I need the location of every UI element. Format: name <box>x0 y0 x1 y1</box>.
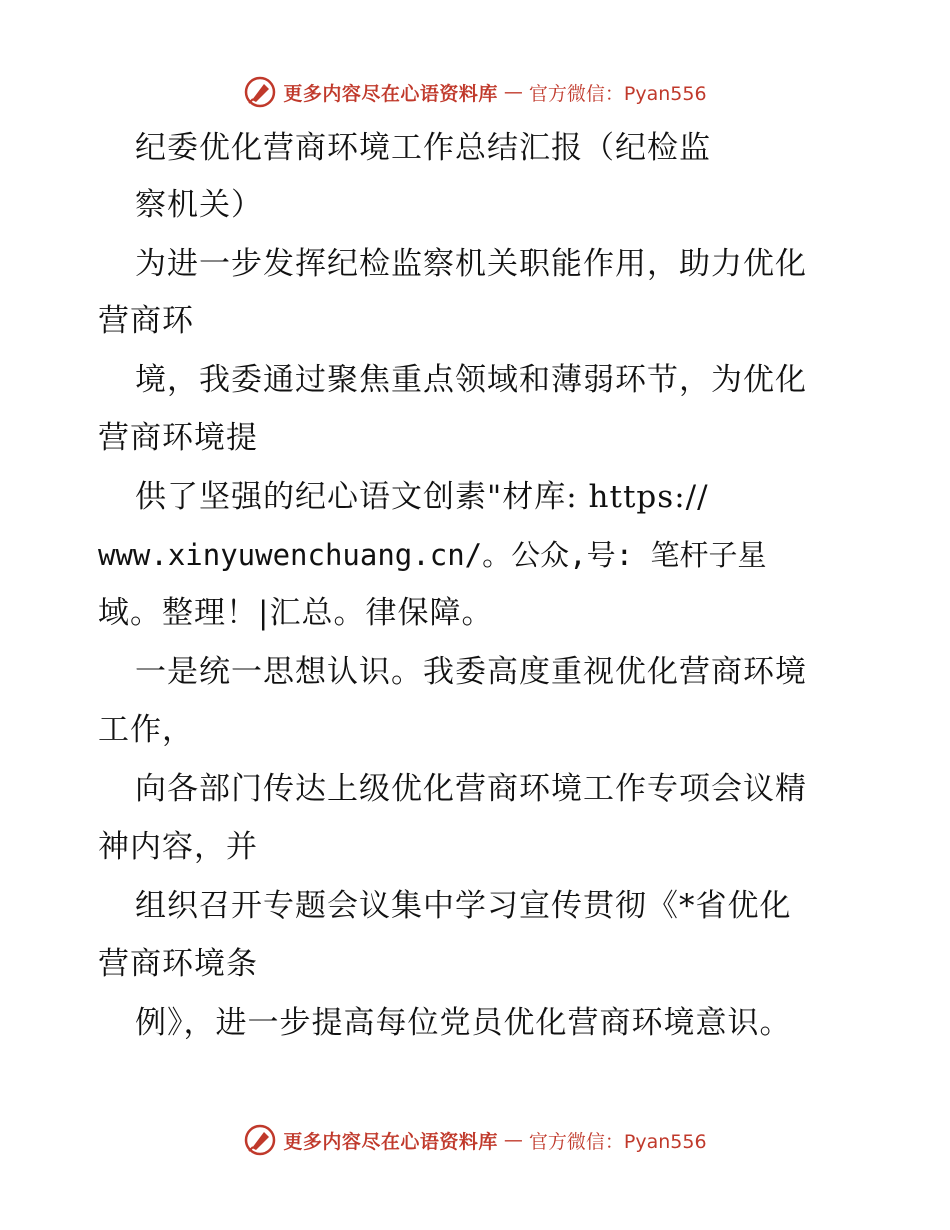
doc-paragraph-line: 境，我委通过聚焦重点领域和薄弱环节，为优化 <box>135 362 807 398</box>
doc-paragraph-line: 营商环境条 <box>98 946 258 982</box>
header-banner-dash: — <box>503 81 523 103</box>
footer-banner <box>0 1120 950 1160</box>
doc-paragraph-line: 例》，进一步提高每位党员优化营商环境意识。 <box>135 1005 792 1041</box>
header-banner <box>0 72 950 112</box>
doc-paragraph-line: 为进一步发挥纪检监察机关职能作用，助力优化 <box>135 246 807 282</box>
doc-paragraph-line: 向各部门传达上级优化营商环境工作专项会议精 <box>135 771 807 807</box>
doc-paragraph-line: 神内容，并 <box>98 829 258 865</box>
pen-nib-logo-icon <box>243 1123 277 1157</box>
doc-paragraph-line: 域。整理！|汇总。律保障。 <box>98 595 494 631</box>
footer-banner-text: 更多内容尽在心语资料库 <box>283 1130 498 1153</box>
footer-banner-content <box>243 1123 706 1157</box>
doc-paragraph-line: 组织召开专题会议集中学习宣传贯彻《*省优化 <box>135 888 792 924</box>
footer-contact-text: 官方微信：Pyan556 <box>528 1130 707 1153</box>
pen-nib-logo-icon <box>243 75 277 109</box>
doc-paragraph-line: 一是统一思想认识。我委高度重视优化营商环境 <box>135 654 807 690</box>
footer-banner-dash: — <box>503 1129 523 1151</box>
doc-paragraph-line: 营商环 <box>98 303 194 339</box>
doc-paragraph-line: 供了坚强的纪心语文创素"材库: https:// <box>135 479 709 515</box>
doc-paragraph-line: www.xinyuwenchuang.cn/。公众,号: 笔杆子星 <box>98 538 767 572</box>
header-banner-content <box>243 75 706 109</box>
doc-paragraph-line: 工作， <box>98 712 194 748</box>
doc-paragraph-line: 营商环境提 <box>98 420 258 456</box>
header-contact-text: 官方微信：Pyan556 <box>528 82 707 105</box>
doc-title-line-2: 察机关） <box>135 187 263 223</box>
header-banner-text: 更多内容尽在心语资料库 <box>283 82 498 105</box>
doc-title-line-1: 纪委优化营商环境工作总结汇报（纪检监 <box>135 130 711 166</box>
